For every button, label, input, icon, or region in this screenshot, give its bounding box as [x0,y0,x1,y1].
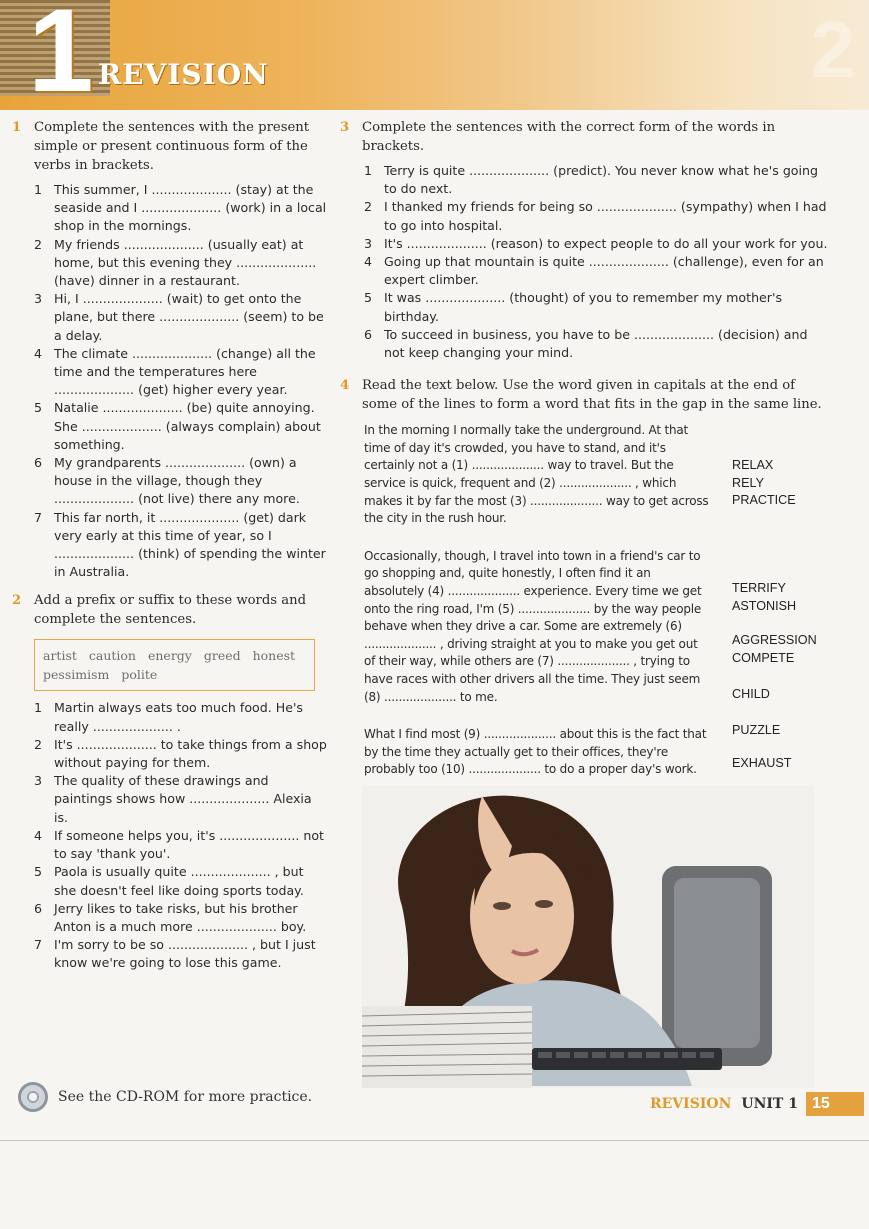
exercise-3-items [340,162,828,362]
item-number: 2 [34,736,43,752]
item-text: It was .................... (thought) of you to remember my mother's birthday. [384,290,783,324]
exercise-item [364,253,828,289]
item-number: 5 [34,864,43,880]
item-number: 4 [364,254,373,270]
footer-unit: UNIT 1 [741,1096,798,1112]
item-number: 4 [34,827,43,843]
exercise-item [34,345,327,400]
item-text: The quality of these drawings and paintings shows how .................... Alexia is. [54,773,312,825]
word-box [34,639,315,691]
exercise-number: 1 [12,120,22,135]
item-number: 4 [34,345,43,361]
keyword: EXHAUST [732,756,792,771]
keyword: PRACTICE [732,493,796,508]
exercise-item [364,289,828,325]
word-box-word: pessimism [43,667,110,683]
page-footer [650,1092,864,1116]
keyword: ASTONISH [732,599,797,614]
item-number: 5 [364,290,373,306]
passage-paragraph-2: Occasionally, though, I travel into town in a friend's car to go shopping and, quite honestly, I often find it an absolutely (4) .................... experience. Every time we get onto the ring road, I'm (5) .................... by the way people behave when they drive a car. Some are extremely (6) .................... , driving straight at you to make you get out of their way, while others are (7) .................... , trying to have races with other drivers all the time. They just seem (8) .................... to me. [364,548,702,704]
exercise-instruction: Complete the sentences with the correct form of the words in brackets. [362,120,776,154]
exercise-2-heading [12,591,327,629]
page-number: 15 [806,1092,864,1116]
item-text: Paola is usually quite .................... , but she doesn't feel like doing sports today. [54,864,304,898]
item-text: My grandparents .................... (own) a house in the village, though they .................... (not live) there any more. [54,455,300,507]
exercise-item [34,827,327,863]
word-box-word: polite [121,667,158,683]
item-text: This summer, I .................... (stay) at the seaside and I .................... (work) in a local shop in the mornings. [54,182,327,234]
item-text: This far north, it .................... (get) dark very early at this time of year, so I .................... (think) of spending the winter in Australia. [54,509,326,580]
item-number: 2 [364,199,373,215]
page-header [0,0,869,117]
word-box-word: caution [88,648,136,664]
exercise-4-heading [340,376,828,414]
item-number: 6 [364,326,373,342]
exercise-instruction: Complete the sentences with the present simple or present continuous form of the verbs in brackets. [34,120,310,173]
item-text: Martin always eats too much food. He's really .................... . [54,700,303,734]
item-number: 7 [34,937,43,953]
passage-paragraph-3: What I find most (9) .................... about this is the fact that by the time they actually get to their offices, they're probably too (10) .................... to do a proper day's work. [364,727,707,777]
exercise-number: 3 [340,120,350,135]
keyword: AGGRESSION [732,633,817,648]
exercise-instruction: Add a prefix or suffix to these words and complete the sentences. [34,593,307,628]
exercise-item [34,772,327,827]
item-text: Natalie .................... (be) quite annoying. She .................... (always complain) about something. [54,400,321,452]
item-text: My friends .................... (usually eat) at home, but this evening they .................... (have) dinner in a restaurant. [54,236,317,289]
item-number: 3 [364,235,373,251]
item-text: Going up that mountain is quite .................... (challenge), even for an expert climber. [384,254,824,288]
word-box-word: greed [203,648,241,664]
word-box-word: artist [43,648,77,664]
cd-rom-text: See the CD-ROM for more practice. [58,1089,313,1105]
item-text: Terry is quite .................... (predict). You never know what he's going to do next. [384,163,818,197]
item-number: 7 [34,509,43,525]
exercise-instruction: Read the text below. Use the word given in capitals at the end of some of the lines to form a word that fits in the gap in the same line. [362,378,822,413]
item-text: The climate .................... (change) all the time and the temperatures here .................... (get) higher every year. [54,345,316,398]
photo-illustration [362,786,814,1088]
tired-woman-photo [362,786,814,1088]
item-number: 3 [34,291,43,307]
item-number: 6 [34,900,43,916]
exercise-item [364,326,828,362]
exercise-item [34,863,327,899]
item-number: 1 [364,163,373,178]
exercise-number: 4 [340,378,350,394]
right-column [340,118,828,779]
word-box-word: honest [252,648,296,664]
page-title: REVISION [98,58,269,91]
keyword: TERRIFY [732,581,786,596]
keyword: PUZZLE [732,723,781,738]
item-number: 6 [34,455,43,471]
footer-section: REVISION [650,1096,732,1112]
reading-passage [364,422,834,779]
keyword: CHILD [732,687,770,702]
exercise-item [34,900,327,936]
word-box-word: energy [147,648,192,664]
item-text: Hi, I .................... (wait) to get onto the plane, but there .................... (seem) to be a delay. [54,291,324,343]
exercise-item [364,162,828,198]
bottom-rule [0,1140,869,1141]
item-text: I'm sorry to be so .................... , but I just know we're going to lose this game. [54,937,316,971]
exercise-number: 2 [12,593,22,609]
item-number: 2 [34,236,43,252]
exercise-item [34,454,327,509]
exercise-item [34,399,327,454]
header-watermark: 2 [810,5,855,94]
exercise-item [34,290,327,345]
left-column [12,118,327,973]
cd-icon [18,1082,48,1112]
exercise-1-items [12,181,327,581]
exercise-item [34,736,327,772]
exercise-item [364,198,828,234]
item-text: It's .................... (reason) to expect people to do all your work for you. [384,235,828,251]
keyword: COMPETE [732,651,795,666]
item-text: Jerry likes to take risks, but his brother Anton is a much more .................... boy. [54,900,307,934]
item-number: 5 [34,400,43,416]
item-text: To succeed in business, you have to be .................... (decision) and not keep changing your mind. [384,326,808,361]
item-text: It's .................... to take things from a shop without paying for them. [54,736,327,771]
exercise-3-heading [340,118,828,156]
exercise-item [34,181,327,236]
cd-rom-note [18,1082,312,1112]
item-number: 1 [34,700,43,716]
item-text: I thanked my friends for being so .................... (sympathy) when I had to go into hospital. [384,199,827,233]
unit-number: 1 [28,0,94,117]
exercise-2-items [12,699,327,972]
exercise-item [34,236,327,291]
exercise-item [34,699,327,735]
exercise-1-heading [12,118,327,175]
exercise-item [34,509,327,582]
passage-paragraph-1: In the morning I normally take the underground. At that time of day it's crowded, you have to stand, and it's certainly not a (1) .................... way to travel. But the service is quick, frequent and (2) .................... , which makes it by far the most (3) .................... way to get across the city in the rush hour. [364,423,709,526]
keyword: RELAX [732,458,774,473]
item-text: If someone helps you, it's .................... not to say 'thank you'. [54,827,324,862]
exercise-item [364,235,828,253]
keyword: RELY [732,476,764,491]
item-number: 3 [34,773,43,789]
item-number: 1 [34,182,43,197]
exercise-item [34,936,327,972]
